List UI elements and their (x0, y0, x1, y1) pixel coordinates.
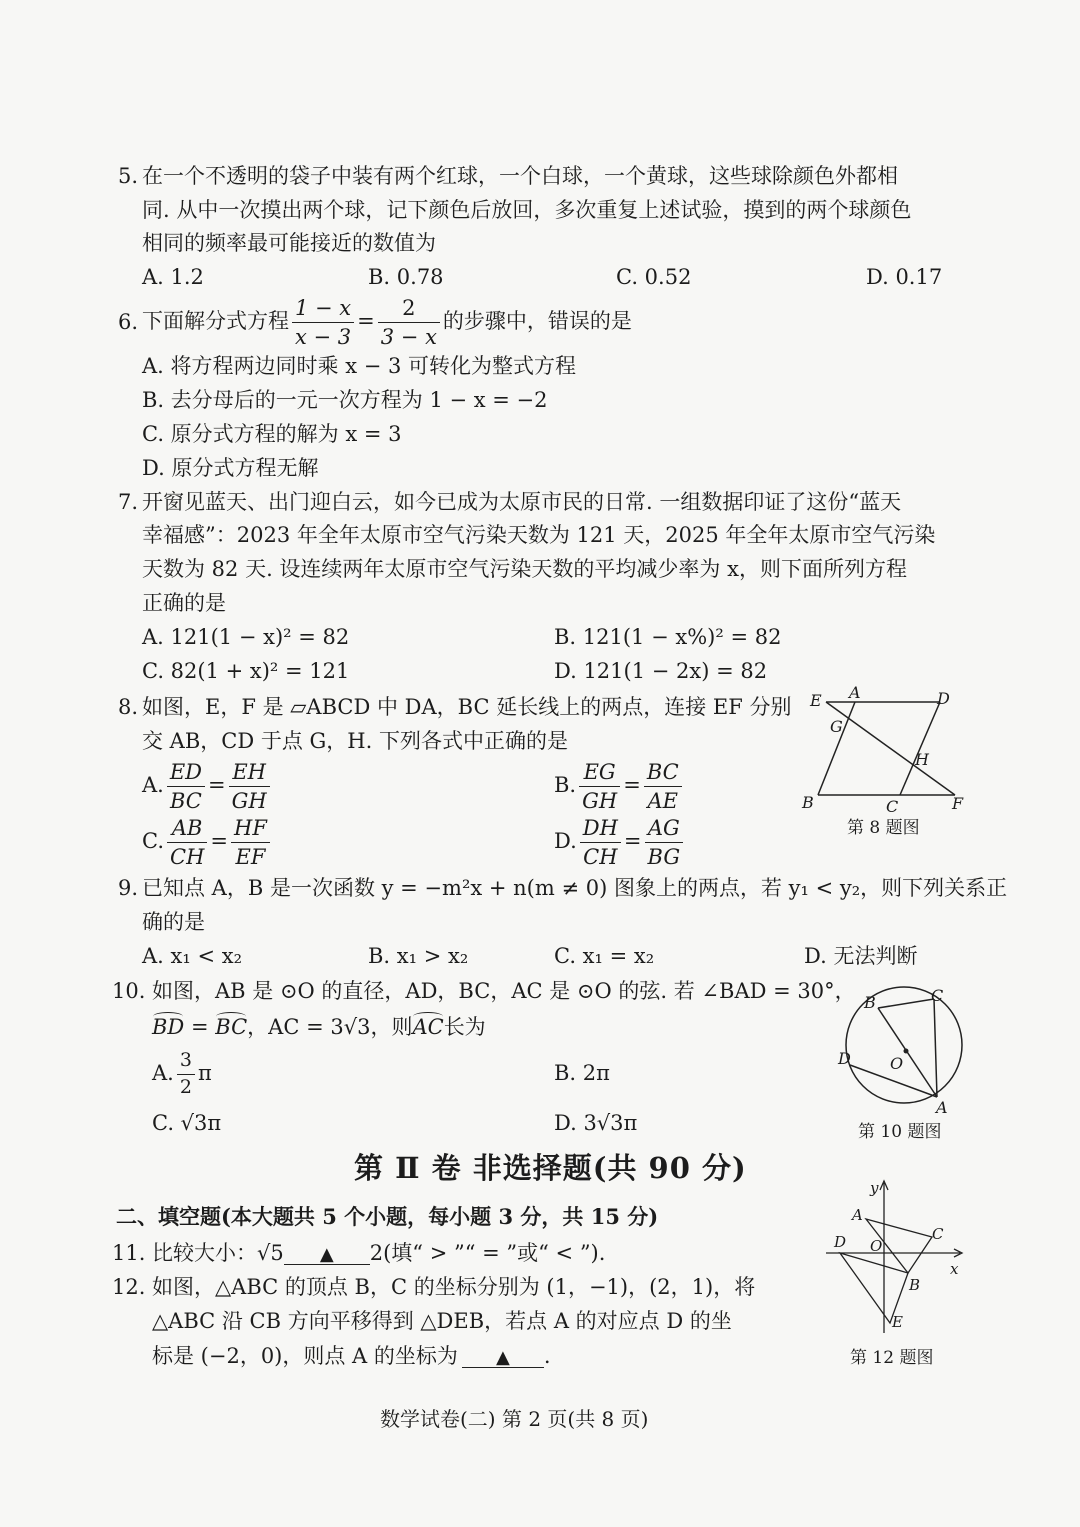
q7-text-line1: 开窗见蓝天、出门迎白云，如今已成为太原市民的日常. 一组数据印证了这份“蓝天 (142, 490, 902, 514)
q11-number: 11. (112, 1241, 146, 1265)
q9-option-c: C. x₁ = x₂ (554, 944, 655, 968)
q10-text-line2 (152, 1017, 486, 1038)
q12-figure-caption: 第 12 题图 (850, 1348, 934, 1368)
q5-option-c: C. 0.52 (616, 265, 692, 289)
part2-title: 第 Ⅱ 卷 非选择题(共 90 分) (354, 1151, 747, 1185)
q8-b-num1: EG (579, 760, 620, 787)
q8-text-line2: 交 AB，CD 于点 G，H. 下列各式中正确的是 (142, 729, 568, 753)
q11-text (152, 1243, 605, 1265)
q5-option-b: B. 0.78 (368, 265, 444, 289)
q7-option-c: C. 82(1 + x)² = 121 (142, 659, 350, 683)
q6-stem (142, 296, 632, 349)
q5-text-line1: 在一个不透明的袋子中装有两个红球，一个白球，一个黄球，这些球除颜色外都相 (142, 164, 898, 188)
q6-frac1-den: x − 3 (295, 325, 352, 350)
q10-label-a: A (936, 1098, 948, 1117)
q6-frac1-num: 1 − x (292, 296, 354, 323)
q7-text-line2: 幸福感”：2023 年全年太原市空气污染天数为 121 天，2025 年全年太原市空气污染 (142, 523, 936, 547)
q11-suffix: 2(填“ > ”“ = ”或“ < ”). (369, 1241, 606, 1265)
q8-label-a: A (849, 683, 861, 702)
q10-chord-bc (878, 999, 934, 1008)
page-footer: 数学试卷(二) 第 2 页(共 8 页) (380, 1407, 649, 1431)
q10-label-b: B (864, 993, 876, 1012)
q8-option-b (554, 760, 685, 813)
q8-figure (800, 680, 980, 840)
q8-option-d (554, 816, 686, 869)
q8-number: 8. (118, 695, 139, 719)
q12-label-y: y (870, 1179, 879, 1197)
q10-figure-caption: 第 10 题图 (858, 1122, 942, 1142)
q8-a-den2: GH (231, 789, 267, 814)
q8-label-g: G (830, 717, 843, 736)
q10-label-d: D (838, 1049, 851, 1068)
q8-line-ab (818, 702, 855, 795)
q12-label-e: E (892, 1313, 903, 1331)
q12-line3-prefix: 标是 (−2，0)，则点 A 的坐标为 (152, 1344, 458, 1368)
q8-b-num2: BC (644, 760, 682, 787)
q8-d-num1: DH (580, 816, 621, 843)
q6-option-b: B. 去分母后的一元一次方程为 1 − x = −2 (142, 388, 548, 412)
q9-text-line1: 已知点 A，B 是一次函数 y = −m²x + n(m ≠ 0) 图象上的两点，若 y₁ < y₂，则下列关系正 (142, 876, 1008, 900)
q10-center-dot (904, 1049, 909, 1054)
q10-arc-bd: BD (152, 1015, 185, 1039)
q10-tail: 长为 (443, 1015, 486, 1039)
q6-frac2-num: 2 (378, 296, 440, 323)
q10-arc-bc: BC (215, 1015, 248, 1039)
q12-text-line1: 如图，△ABC 的顶点 B，C 的坐标分别为 (1，−1)，(2，1)，将 (152, 1275, 756, 1299)
q8-line-dc (900, 702, 940, 795)
q8-option-a-label: A. (142, 773, 164, 798)
q6-option-d: D. 原分式方程无解 (142, 456, 319, 480)
q8-a-eq: = (208, 773, 226, 798)
q7-option-d: D. 121(1 − 2x) = 82 (554, 659, 768, 683)
q6-suffix: 的步骤中，错误的是 (442, 309, 632, 334)
q10-figure (830, 985, 980, 1120)
q10-option-c: C. √3π (152, 1111, 222, 1135)
q8-d-den1: CH (583, 845, 618, 870)
q10-a-den: 2 (179, 1075, 192, 1098)
q6-fraction-1 (292, 296, 354, 349)
q8-label-f: F (952, 794, 964, 813)
q9-option-b: B. x₁ > x₂ (368, 944, 469, 968)
q10-arc-ac: AC (412, 1015, 444, 1039)
q12-label-a: A (852, 1206, 863, 1224)
q10-label-o: O (890, 1054, 904, 1073)
q10-mid: ，AC = 3√3，则 (247, 1015, 413, 1039)
q6-equals: = (357, 309, 375, 334)
q12-label-c: C (932, 1225, 944, 1243)
q6-number: 6. (118, 310, 139, 334)
q8-d-num2: AG (645, 816, 684, 843)
q9-text-line2: 确的是 (142, 910, 205, 934)
q9-option-a: A. x₁ < x₂ (142, 944, 242, 968)
q8-c-den2: EF (235, 845, 266, 870)
q10-option-b: B. 2π (554, 1061, 610, 1085)
q6-fraction-2 (378, 296, 440, 349)
q6-frac2-den: 3 − x (380, 325, 437, 350)
q6-option-c: C. 原分式方程的解为 x = 3 (142, 422, 402, 446)
q8-label-e: E (810, 691, 822, 710)
q9-option-d: D. 无法判断 (804, 944, 918, 968)
q8-b-eq: = (623, 773, 641, 798)
q5-number: 5. (118, 164, 139, 188)
q8-option-c (142, 816, 273, 869)
q7-option-a: A. 121(1 − x)² = 82 (142, 625, 350, 649)
q7-number: 7. (118, 490, 139, 514)
q8-d-den2: BG (647, 845, 681, 870)
q10-option-a (152, 1050, 212, 1099)
q12-label-o: O (870, 1237, 883, 1255)
q8-c-num2: HF (231, 816, 270, 843)
q8-figure-caption: 第 8 题图 (847, 818, 920, 838)
q8-c-num1: AB (167, 816, 207, 843)
q10-option-d: D. 3√3π (554, 1111, 638, 1135)
q8-a-num1: ED (167, 760, 205, 787)
q8-c-den1: CH (170, 845, 205, 870)
q12-figure (822, 1175, 972, 1345)
q8-option-b-label: B. (554, 773, 577, 798)
q12-blank[interactable]: ▲ (462, 1349, 544, 1368)
q10-text-line1: 如图，AB 是 ⊙O 的直径，AD，BC，AC 是 ⊙O 的弦. 若 ∠BAD = 30°， (152, 979, 856, 1003)
q7-text-line4: 正确的是 (142, 591, 226, 615)
q5-text-line3: 相同的频率最可能接近的数值为 (142, 231, 436, 255)
q8-b-den2: AE (647, 789, 678, 814)
q12-label-b: B (909, 1276, 921, 1294)
q8-a-den1: BC (169, 789, 202, 814)
q12-text-line3 (152, 1346, 551, 1368)
q8-label-c: C (886, 797, 899, 816)
q11-blank[interactable]: ▲ (284, 1246, 370, 1265)
q7-option-b: B. 121(1 − x%)² = 82 (554, 625, 782, 649)
q5-option-d: D. 0.17 (866, 265, 943, 289)
q10-option-a-label: A. (152, 1060, 174, 1085)
q8-label-d: D (937, 689, 950, 708)
q12-number: 12. (112, 1275, 146, 1299)
q8-line-ef (826, 702, 955, 795)
q10-a-num: 3 (177, 1050, 195, 1075)
q8-d-eq: = (623, 829, 642, 854)
section2-heading: 二、填空题(本大题共 5 个小题，每小题 3 分，共 15 分) (116, 1204, 659, 1229)
q12-text-line2: △ABC 沿 CB 方向平移得到 △DEB，若点 A 的对应点 D 的坐 (152, 1309, 732, 1333)
q10-a-pi: π (197, 1060, 212, 1085)
q5-text-line2: 同. 从中一次摸出两个球，记下颜色后放回，多次重复上述试验，摸到的两个球颜色 (142, 198, 912, 222)
q8-option-d-label: D. (554, 829, 577, 854)
q12-label-d: D (834, 1233, 847, 1251)
q5-option-a: A. 1.2 (142, 265, 204, 289)
q8-option-c-label: C. (142, 829, 164, 854)
q7-text-line3: 天数为 82 天. 设连续两年太原市空气污染天数的平均减少率为 x，则下面所列方程 (142, 557, 907, 581)
q8-option-a (142, 760, 273, 813)
q10-chord-ac (934, 999, 937, 1097)
q12-line3-suffix: . (543, 1344, 551, 1368)
q9-number: 9. (118, 876, 139, 900)
q8-b-den1: GH (582, 789, 618, 814)
q10-label-c: C (931, 986, 944, 1005)
q6-prefix: 下面解分式方程 (142, 309, 289, 334)
q8-label-b: B (802, 793, 814, 812)
q11-prefix: 比较大小：√5 (152, 1241, 284, 1265)
q8-text-line1: 如图，E，F 是 ▱ABCD 中 DA，BC 延长线上的两点，连接 EF 分别 (142, 695, 792, 719)
q6-option-a: A. 将方程两边同时乘 x − 3 可转化为整式方程 (142, 354, 577, 378)
q8-c-eq: = (210, 829, 228, 854)
q8-label-h: H (915, 750, 929, 769)
q12-label-x: x (950, 1260, 959, 1278)
q8-a-num2: EH (229, 760, 270, 787)
q10-eq: = (190, 1015, 209, 1039)
q10-number: 10. (112, 979, 146, 1003)
